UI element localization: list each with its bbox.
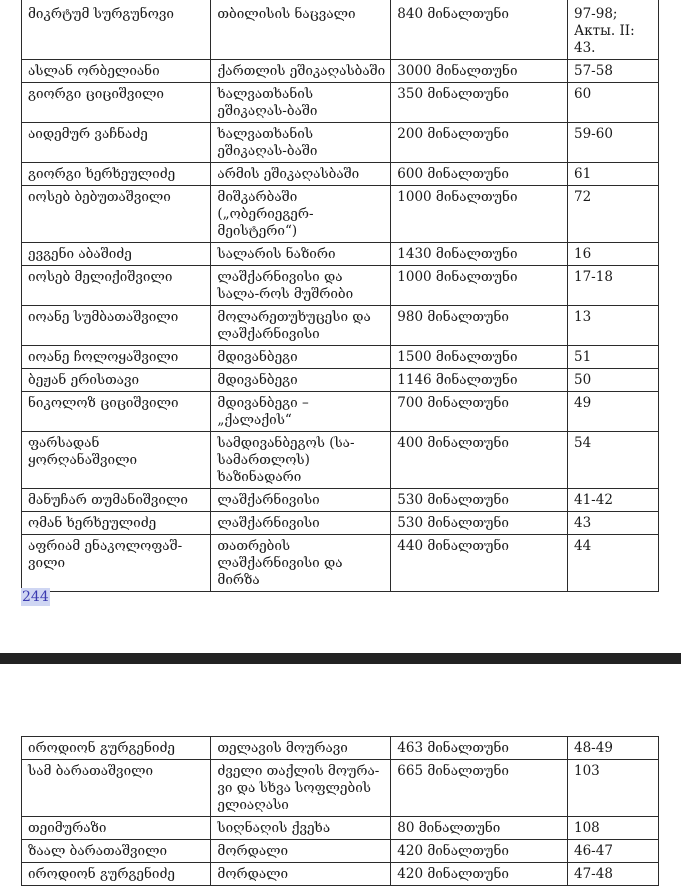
reference-cell: 97-98; Акты. II: 43. [567, 0, 658, 60]
salary-cell: 980 მინალთუნი [391, 306, 568, 346]
name-cell: იროდიონ გურგენიძე [22, 737, 211, 760]
name-cell: მანუჩარ თუმანიშვილი [22, 489, 211, 512]
name-cell: იროდიონ გურგენიძე [22, 863, 211, 886]
name-cell: ბეჟან ერისთავი [22, 369, 211, 392]
table-row [22, 535, 659, 592]
name-cell: იოსებ მელიქიშვილი [22, 266, 211, 306]
position-cell: სიღნაღის ქვეხა [211, 817, 391, 840]
position-cell: არმის ეშიკაღასბაში [211, 163, 391, 186]
salary-cell: 80 მინალთუნი [391, 817, 568, 840]
reference-cell: 44 [567, 535, 658, 592]
name-cell: ზაალ ბარათაშვილი [22, 840, 211, 863]
reference-cell: 43 [567, 512, 658, 535]
reference-cell: 108 [567, 817, 658, 840]
position-cell: ქართლის ეშიკაღასბაში [211, 60, 391, 83]
reference-cell: 49 [567, 392, 658, 432]
position-cell: სამდივანბეგოს (სა-სამართლოს) ხაზინადარი [211, 432, 391, 489]
name-cell: ასლან ორბელიანი [22, 60, 211, 83]
reference-cell: 72 [567, 186, 658, 243]
name-cell: ფარსადან ყორღანაშვილი [22, 432, 211, 489]
name-cell: გიორგი ხერხეულიძე [22, 163, 211, 186]
salary-cell: 420 მინალთუნი [391, 863, 568, 886]
name-cell: ევგენი აბაშიძე [22, 243, 211, 266]
position-cell: ლაშქარნივისი [211, 489, 391, 512]
name-cell: ნიკოლოზ ციციშვილი [22, 392, 211, 432]
reference-cell: 46-47 [567, 840, 658, 863]
reference-cell: 51 [567, 346, 658, 369]
salary-cell: 1000 მინალთუნი [391, 186, 568, 243]
name-cell: თეიმურაზი [22, 817, 211, 840]
reference-cell: 57-58 [567, 60, 658, 83]
position-cell: სალარის ნაზირი [211, 243, 391, 266]
name-cell: მიკრტუმ სურგუნოვი [22, 0, 211, 60]
table-row [22, 863, 659, 886]
name-cell: გიორგი ციციშვილი [22, 83, 211, 123]
table-row [22, 512, 659, 535]
salary-cell: 840 მინალთუნი [391, 0, 568, 60]
table-row [22, 346, 659, 369]
page-number: 244 [22, 589, 49, 605]
position-cell: ლაშქარნივისი [211, 512, 391, 535]
salary-cell: 440 მინალთუნი [391, 535, 568, 592]
position-cell: თათრების ლაშქარნივისი და მირზა [211, 535, 391, 592]
salary-cell: 530 მინალთუნი [391, 512, 568, 535]
table-row [22, 186, 659, 243]
reference-cell: 16 [567, 243, 658, 266]
table-row [22, 432, 659, 489]
name-cell: სამ ბარათაშვილი [22, 760, 211, 817]
salary-cell: 665 მინალთუნი [391, 760, 568, 817]
name-cell: ომან ხერხეულიძე [22, 512, 211, 535]
salary-cell: 400 მინალთუნი [391, 432, 568, 489]
reference-cell: 47-48 [567, 863, 658, 886]
salary-cell: 200 მინალთუნი [391, 123, 568, 163]
reference-cell: 60 [567, 83, 658, 123]
table-row [22, 737, 659, 760]
position-cell: მიშკარბაში („ობერიეგერ-მეისტერი“) [211, 186, 391, 243]
salary-cell: 1500 მინალთუნი [391, 346, 568, 369]
salary-cell: 600 მინალთუნი [391, 163, 568, 186]
table-row [22, 60, 659, 83]
table-row [22, 760, 659, 817]
table-row [22, 163, 659, 186]
reference-cell: 54 [567, 432, 658, 489]
position-cell: თელავის მოურავი [211, 737, 391, 760]
reference-cell: 41-42 [567, 489, 658, 512]
position-cell: ლაშქარნივისი და სალა-როს მუშრიბი [211, 266, 391, 306]
reference-cell: 17-18 [567, 266, 658, 306]
salary-cell: 700 მინალთუნი [391, 392, 568, 432]
salary-cell: 1430 მინალთუნი [391, 243, 568, 266]
salary-cell: 350 მინალთუნი [391, 83, 568, 123]
officials-table-top [21, 0, 659, 592]
table-row [22, 266, 659, 306]
name-cell: აიდემურ ვაჩნაძე [22, 123, 211, 163]
position-cell: მდივანბეგი – „ქალაქის“ [211, 392, 391, 432]
salary-cell: 463 მინალთუნი [391, 737, 568, 760]
position-cell: ხალვათხანის ეშიკაღას-ბაში [211, 83, 391, 123]
salary-cell: 3000 მინალთუნი [391, 60, 568, 83]
table-row [22, 243, 659, 266]
position-cell: ხალვათხანის ეშიკაღას-ბაში [211, 123, 391, 163]
table-row [22, 489, 659, 512]
position-cell: ძველი თაქლის მოურა-ვი და სხვა სოფლების ელიაღასი [211, 760, 391, 817]
officials-table-bottom [21, 736, 659, 886]
reference-cell: 48-49 [567, 737, 658, 760]
table-row [22, 840, 659, 863]
position-cell: თბილისის ნაცვალი [211, 0, 391, 60]
name-cell: იოსებ ბებუთაშვილი [22, 186, 211, 243]
position-cell: მორდალი [211, 840, 391, 863]
position-cell: მორდალი [211, 863, 391, 886]
salary-cell: 1146 მინალთუნი [391, 369, 568, 392]
name-cell: იოანე სუმბათაშვილი [22, 306, 211, 346]
reference-cell: 103 [567, 760, 658, 817]
salary-cell: 1000 მინალთუნი [391, 266, 568, 306]
reference-cell: 61 [567, 163, 658, 186]
table-row [22, 369, 659, 392]
reference-cell: 50 [567, 369, 658, 392]
page-divider [0, 653, 681, 664]
table-row [22, 306, 659, 346]
table-row [22, 0, 659, 60]
table-row [22, 83, 659, 123]
table-row [22, 392, 659, 432]
salary-cell: 420 მინალთუნი [391, 840, 568, 863]
table-row [22, 123, 659, 163]
salary-cell: 530 მინალთუნი [391, 489, 568, 512]
table-row [22, 817, 659, 840]
position-cell: მოლარეთუხუცესი და ლაშქარნივისი [211, 306, 391, 346]
position-cell: მდივანბეგი [211, 346, 391, 369]
position-cell: მდივანბეგი [211, 369, 391, 392]
name-cell: იოანე ჩოლოყაშვილი [22, 346, 211, 369]
name-cell: აფრიამ ენაკოლოფაშ-ვილი [22, 535, 211, 592]
reference-cell: 59-60 [567, 123, 658, 163]
reference-cell: 13 [567, 306, 658, 346]
